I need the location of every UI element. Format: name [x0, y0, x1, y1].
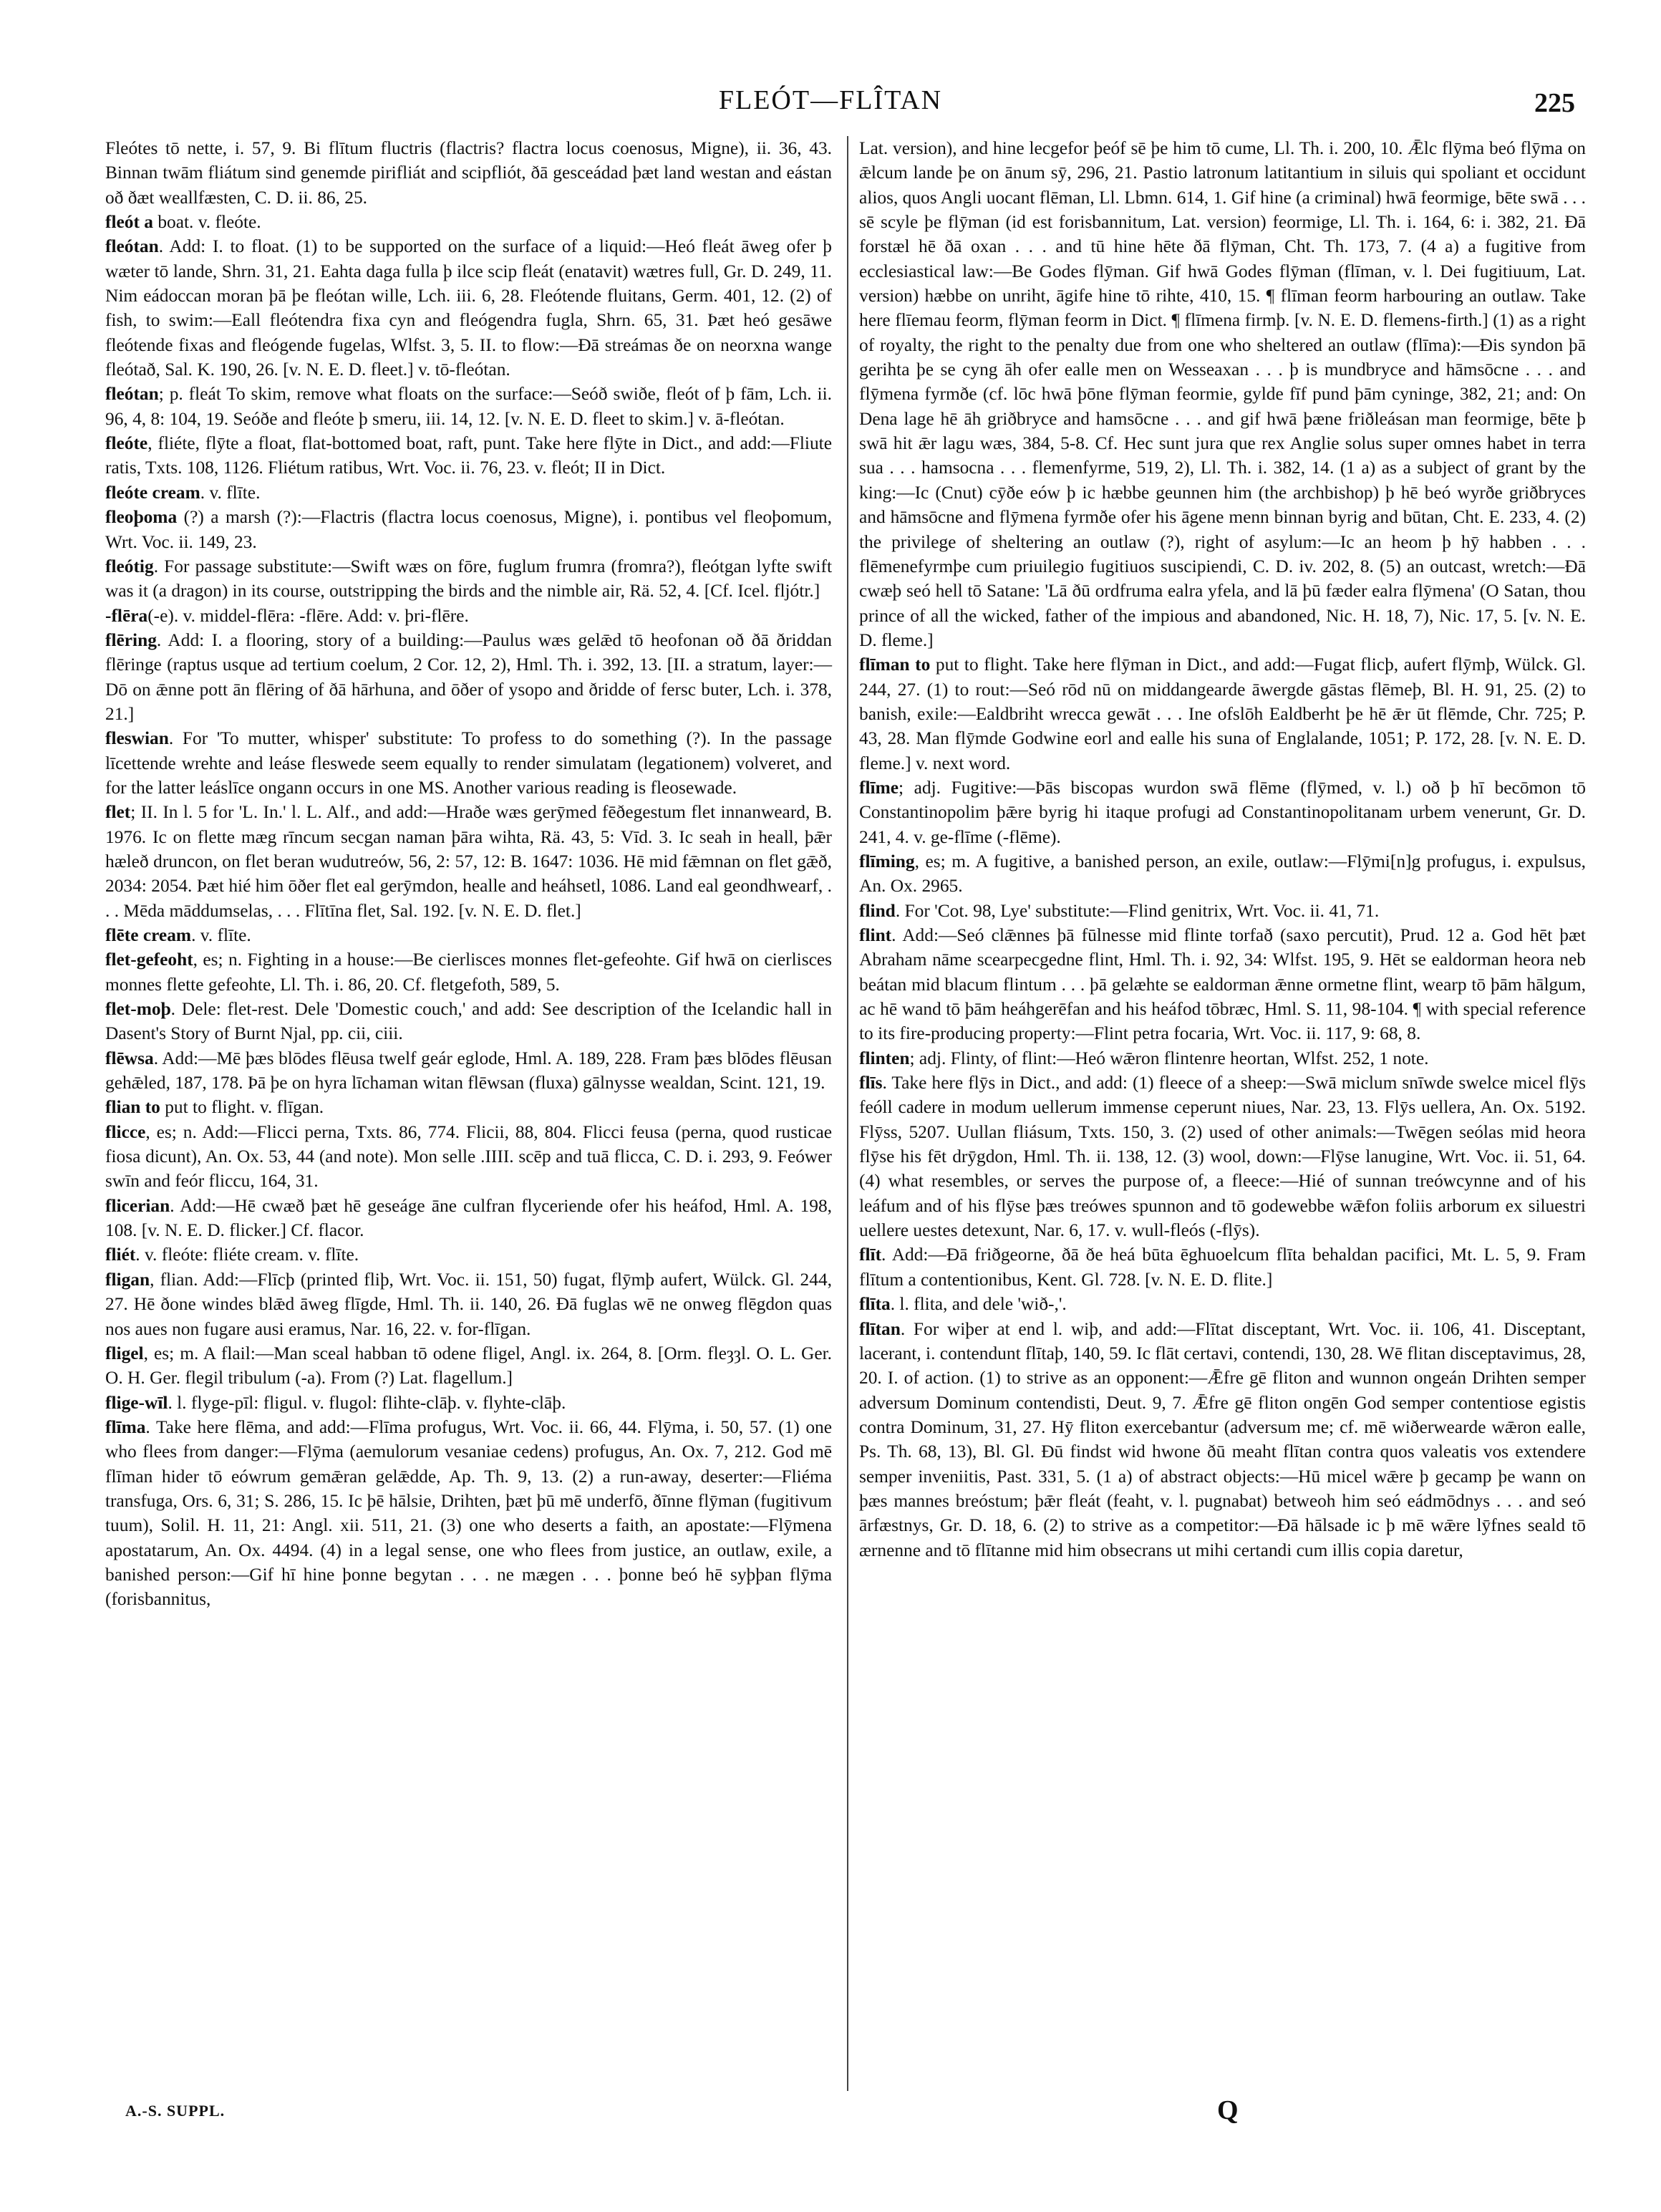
- headword: flēte cream: [105, 925, 192, 945]
- printer-signature: A.-S. SUPPL.: [125, 2102, 226, 2120]
- headword: flinten: [859, 1048, 910, 1068]
- entry-paragraph: flīme; adj. Fugitive:—Þās biscopas wurdon swā flēme (flȳmed, v. l.) oð þ hī becōmon tō Constantinopolim þǣre byrig hi itaque profugi ad Constantinopolitanam urbem venerunt, Gr. D. 241, 4. v. ge-flīme (-flēme).: [859, 777, 1586, 847]
- headword: flian to: [105, 1097, 160, 1118]
- right-column: [859, 136, 1586, 1563]
- headword: flītan: [859, 1318, 901, 1339]
- headword: flīma: [105, 1416, 146, 1437]
- left-column: [105, 136, 832, 1612]
- headword: fleóte: [105, 433, 148, 454]
- headword: flīme: [859, 777, 899, 798]
- entry-paragraph: -flēra(-e). v. middel-flēra: -flēre. Add: v. þri-flēre.: [105, 605, 469, 626]
- entry-paragraph: Lat. version), and hine lecgefor þeóf sē þe him tō cume, Ll. Th. i. 200, 10. Ǣlc flȳma beó flȳma on ǣlcum lande þe on ānum sȳ, 296, 21. Pastio latronum latitantium in siluis qui spoliant et occidunt alios, quos Angli uocant flēman, Ll. Lbmn. 614, 1. Gif hine (a criminal) hwā feormige, bēte swā . . . sē scyle þe flȳman (id est forisbannitum, Lat. version) feormige, Ll. Th. i. 164, 6: i. 382, 21. Ðā forstæl hē ðā oxan . . . and tū hine hēte ðā flȳman, Cht. Th. 173, 7. (4 a) a fugitive from ecclesiastical law:—Be Godes flȳman. Gif hwā Godes flȳman (flīman, v. l. Dei fugitiuum, Lat. version) hæbbe on unriht, āgife hine tō rihte, 410, 15. ¶ flīman feorm harbouring an outlaw. Take here flīemau feorm, flȳman feorm in Dict. ¶ flīmena firmþ. [v. N. E. D. flemens-firth.] (1) as a right of royalty, the right to the penalty due from one who sheltered an outlaw (flīma):—Ðis syndon þā gerihta þe se cyng āh ofer ealle men on Wesseaxan . . . þ is mundbryce and hāmsōcne . . . and flȳmena fyrmðe (cf. lōc hwā þōne flȳman feormie, gylde fīf pund þām cyninge, 382, 21; and: On Dena lage hē āh griðbryce and hamsōcne . . . and gif hwā þæne friðleásan man feormige, bēte þ swā hit ǣr lagu wæs, 384, 5-8. Cf. Hec sunt jura que rex Anglie solus super omnes habet in terra sua . . . hamsocna . . . flemenfyrme, 519, 2), Ll. Th. i. 382, 14. (1 a) as a subject of grant by the king:—Ic (Cnut) cȳðe eów þ ic hæbbe geunnen him (the archbishop) þ hē beó wyrðe griðbryces and hāmsōcne and flȳmena fyrmðe ofer his āgene menn binnan byrig and būtan, Cht. E. 233, 4. (2) the privilege of sheltering an outlaw (?), right of asylum:—Ic an heom þ hȳ habben . . . flēmenefyrmþe cum priuilegio fugitiuos suscipiendi, C. D. iv. 202, 8. (5) an outcast, wretch:—Ðā cwæþ seó hell tō Satane: 'Lā ðū ordfruma ealra yfela, and lā þū fæder ealra flȳmena' (O Satan, thou prince of all the wicked, father of the impious and abandoned, Nic. H. 18, 7), Nic. 17, 5. [v. N. E. D. fleme.]: [859, 138, 1586, 650]
- entry-paragraph: Fleótes tō nette, i. 57, 9. Bi flītum fluctris (flactris? flactra locus coenosus, Migne), ii. 36, 43. Binnan twām fliátum sind genemde pirifliát and scipfliót, ðā gesceádad þæt land westan and eástan oð ðæt weallfæsten, C. D. ii. 86, 25.: [105, 138, 832, 208]
- entry-paragraph: flet-moþ. Dele: flet-rest. Dele 'Domestic couch,' and add: See description of the Icelandic hall in Dasent's Story of Burnt Njal, pp. cii, ciii.: [105, 999, 832, 1044]
- entry-paragraph: flige-wīl. l. flyge-pīl: fligul. v. flugol: flihte-clāþ. v. flyhte-clāþ.: [105, 1392, 566, 1413]
- headword: flēring: [105, 629, 157, 650]
- headword: -flēra: [105, 605, 148, 626]
- entry-paragraph: flet; II. In l. 5 for 'L. In.' l. L. Alf., and add:—Hraðe wæs gerȳmed fēðegestum flet innanweard, B. 1976. Ic on flette mæg rīncum secgan naman þāra wihta, Rä. 43, 5: Vīd. 3. Ic seah in heall, þǣr hæleð druncon, on flet beran wudutreów, 56, 2: 57, 12: B. 1647: 1036. Hē mid fǣmnan on flet gǣð, 2034: 2054. Þæt hié him ōðer flet eal gerȳmdon, healle and heáhsetl, 1086. Land eal geondhwearf, . . . Mēda māddumselas, . . . Flītīna flet, Sal. 192. [v. N. E. D. flet.]: [105, 802, 832, 921]
- headword: fleótan: [105, 384, 159, 405]
- headword: fleótig: [105, 556, 154, 576]
- headword: flicce: [105, 1121, 146, 1142]
- entry-paragraph: flēring. Add: I. a flooring, story of a building:—Paulus wæs gelǣd tō heofonan oð ðā ðriddan flēringe (raptus usque ad tertium coelum, 2 Cor. 12, 2), Hml. Th. i. 392, 13. [II. a stratum, layer:—Dō on ǣnne pott ān flēring of ðā hārhuna, and ōðer of ysopo and ðridde of fersc buter, Lch. i. 378, 21.]: [105, 629, 832, 724]
- entry-paragraph: fligan, flian. Add:—Flīcþ (printed fliþ, Wrt. Voc. ii. 151, 50) fugat, flȳmþ aufert, Wülck. Gl. 244, 27. Hē ðone windes blǣd āweg flīgde, Hml. Th. ii. 140, 26. Ðā fuglas wē ne onweg flēgdon quas nos aues non fugare ausi eramus, Nar. 16, 22. v. for-flīgan.: [105, 1269, 832, 1339]
- entry-paragraph: flian to put to flight. v. flīgan.: [105, 1097, 324, 1118]
- entry-paragraph: flīta. l. flita, and dele 'wið-,'.: [859, 1294, 1067, 1315]
- headword: flīman to: [859, 655, 931, 675]
- entry-paragraph: flītan. For wiþer at end l. wiþ, and add:—Flītat disceptant, Wrt. Voc. ii. 106, 41. Disceptant, lacerant, i. contendunt flītaþ, 140, 59. Ic flāt certavi, contendi, 130, 28. Wē flitan disceptavimus, 28, 20. I. of action. (1) to strive as an opponent:—Ǣfre gē fliton and wunnon ongeán Drihten semper adversum Dominum contendisti, Deut. 9, 7. Ǣfre gē fliton ongēn God semper contentiose egistis contra Dominum, 31, 27. Hȳ fliton exercebantur (adversum me; cf. mē wiðerwearde wǣron ealle, Ps. Th. 68, 13), Bl. Gl. Ðū findst wid hwone ðū meaht flītan contra quos valeatis vos extendere semper inveniitis, Past. 331, 5. (1 a) of abstract objects:—Hū micel wǣre þ gecamp þe wann on þæs mannes breóstum; þǣr fleát (feaht, v. l. pugnabat) betweoh him seó eádmōdnys . . . and seó ārfæstnys, Gr. D. 18, 6. (2) to strive as a competitor:—Ðā hālsade ic þ mē wǣre lȳfnes seald tō ærnenne and tō flītanne mid him obsecrans ut mihi certandi cum illis copia daretur,: [859, 1318, 1586, 1560]
- headword: flicerian: [105, 1195, 170, 1216]
- entry-paragraph: flinten; adj. Flinty, of flint:—Heó wǣron flintenre heortan, Wlfst. 252, 1 note.: [859, 1048, 1429, 1068]
- entry-paragraph: fleótig. For passage substitute:—Swift wæs on fōre, fuglum frumra (fromra?), fleótgan lyfte swift was it (a dragon) in its course, outstripping the birds and the nimble air, Rä. 52, 4. [Cf. Icel. fljótr.]: [105, 556, 832, 602]
- headword: flīta: [859, 1294, 891, 1315]
- entry-paragraph: fligel, es; m. A flail:—Man sceal habban tō odene fligel, Angl. ix. 264, 8. [Orm. fleȝȝl. O. L. Ger. O. H. Ger. flegil tribulum (-a). From (?) Lat. flagellum.]: [105, 1343, 832, 1388]
- headword: fleót a: [105, 212, 153, 233]
- entry-paragraph: flicce, es; n. Add:—Flicci perna, Txts. 86, 774. Flicii, 88, 804. Flicci feusa (perna, quod rusticae fiosa dicunt), An. Ox. 53, 44 (and note). Mon selle .IIII. scēp and tuā flicca, C. D. i. 293, 9. Feówer swīn and feór fliccu, 164, 31.: [105, 1121, 832, 1192]
- headword: fleótan: [105, 236, 159, 257]
- page-number: 225: [1534, 88, 1575, 118]
- entry-paragraph: flīs. Take here flȳs in Dict., and add: (1) fleece of a sheep:—Swā miclum snīwde swelce micel flȳs feóll cadere in modum uellerum immense ceperunt niues, Nar. 23, 13. Flȳs uellera, An. Ox. 5192. Flȳss, 5207. Uullan fliásum, Txts. 150, 3. (2) used of other animals:—Twēgen seólas mid heora flȳse his fēt drȳgdon, Hml. Th. ii. 138, 12. (3) wool, down:—Flȳse lanugine, Wrt. Voc. ii. 51, 64. (4) what resembles, or serves the purpose of, a fleece:—Hié of sunnan treówcynne and of his leáfum and of his flȳse þæs treówes spunnon and tō godewebbe wǣfon foliis arborum ex siluestri uellere uestes detexunt, Nar. 6, 17. v. wull-fleós (-flȳs).: [859, 1073, 1586, 1241]
- entry-paragraph: flīman to put to flight. Take here flȳman in Dict., and add:—Fugat flicþ, aufert flȳmþ, Wülck. Gl. 244, 27. (1) to rout:—Seó rōd nū on middangearde āwergde gāstas flēmeþ, Bl. H. 91, 25. (2) to banish, exile:—Ealdbriht wrecca gewāt . . . Ine ofslōh Ealdberht þe hē ǣr ūt flēmde, Chr. 725; P. 43, 28. Man flȳmde Godwine eorl and ealle his suna of Englalande, 1051; P. 172, 28. [v. N. E. D. fleme.] v. next word.: [859, 655, 1586, 773]
- headword: fligel: [105, 1343, 144, 1363]
- running-head: FLEÓT—FLÎTAN: [718, 85, 943, 115]
- entry-paragraph: fleoþoma (?) a marsh (?):—Flactris (flactra locus coenosus, Migne), i. pontibus vel fleoþomum, Wrt. Voc. ii. 149, 23.: [105, 507, 832, 552]
- headword: flige-wīl: [105, 1392, 168, 1413]
- entry-paragraph: fleótan; p. fleát To skim, remove what floats on the surface:—Seóð swiðe, fleót of þ fām, Lch. ii. 96, 4, 8: 104, 19. Seóðe and fleóte þ smeru, iii. 14, 12. [v. N. E. D. fleet to skim.] v. ā-fleótan.: [105, 384, 832, 429]
- entry-paragraph: flet-gefeoht, es; n. Fighting in a house:—Be cierlisces monnes flet-gefeohte. Gif hwā on cierlisces monnes flette gefeohte, Ll. Th. i. 86, 20. Cf. fletgefoth, 589, 5.: [105, 950, 832, 995]
- headword: flīt: [859, 1245, 882, 1265]
- headword: fleóte cream: [105, 482, 200, 503]
- headword: flet-gefeoht: [105, 950, 193, 970]
- headword: fleoþoma: [105, 507, 178, 528]
- headword: fleswian: [105, 728, 169, 749]
- entry-paragraph: flēwsa. Add:—Mē þæs blōdes flēusa twelf geár eglode, Hml. A. 189, 228. Fram þæs blōdes flēusan gehǣled, 187, 178. Þā þe on hyra līchaman witan flēwsan (fluxa) gālnysse wealdan, Scint. 121, 19.: [105, 1048, 832, 1093]
- headword: flet: [105, 802, 131, 823]
- entry-paragraph: fleóte cream. v. flīte.: [105, 482, 261, 503]
- entry-paragraph: flīma. Take here flēma, and add:—Flīma profugus, Wrt. Voc. ii. 66, 44. Flȳma, i. 50, 57. (1) one who flees from danger:—Flȳma (aemulorum vesaniae cedens) profugus, An. Ox. 7, 212. God mē flīman hider tō eówrum gemǣran gelǣdde, Ap. Th. 9, 13. (2) a run-away, deserter:—Fliéma transfuga, Ors. 6, 31; S. 286, 15. Ic þē hālsie, Drihten, þæt þū mē underfō, ðīnne flȳman (fugitivum tuum), Solil. H. 11, 21: Angl. xii. 511, 21. (3) one who deserts a faith, an apostate:—Flȳmena apostatarum, An. Ox. 4494. (4) in a legal sense, one who flees from justice, an outlaw, exile, a banished person:—Gif hī hine þonne begytan . . . ne mægen . . . þonne beó hē syþþan flȳma (forisbannitus,: [105, 1416, 832, 1610]
- entry-paragraph: flīming, es; m. A fugitive, a banished person, an exile, outlaw:—Flȳmi[n]g profugus, i. expulsus, An. Ox. 2965.: [859, 851, 1586, 897]
- headword: flīs: [859, 1073, 883, 1093]
- entry-paragraph: flind. For 'Cot. 98, Lye' substitute:—Flind genitrix, Wrt. Voc. ii. 41, 71.: [859, 900, 1380, 921]
- entry-paragraph: flīt. Add:—Ðā friðgeorne, ðā ðe heá būta ēghuoelcum flīta behaldan pacifici, Mt. L. 5, 9. Fram flītum a contentionibus, Kent. Gl. 728. [v. N. E. D. flite.]: [859, 1245, 1586, 1290]
- headword: fliét: [105, 1245, 136, 1265]
- entry-paragraph: flint. Add:—Seó clǣnnes þā fūlnesse mid flinte torfað (saxo percutit), Prud. 12 a. God hēt þæt Abraham nāme scearpecgedne flint, Hml. Th. i. 92, 34: Wlfst. 195, 9. Hēt se ealdorman heora neb beátan mid blacum flintum . . . þā gelæhte se ealdorman ǣnne ormetne flint, wearp tō þām hālgum, ac hē wand tō þām heáhgerēfan and his heáfod tōbræc, Hml. S. 11, 98-104. ¶ with special reference to its fire-producing property:—Flint petra focaria, Wrt. Voc. ii. 117, 9: 68, 8.: [859, 925, 1586, 1044]
- signature-mark: Q: [1217, 2095, 1239, 2125]
- entry-paragraph: fleótan. Add: I. to float. (1) to be supported on the surface of a liquid:—Heó fleát āweg ofer þ wæter tō lande, Shrn. 31, 21. Eahta daga fulla þ ilce scip fleát (enatavit) wætres full, Gr. D. 249, 11. Nim eádoccan moran þā þe fleótan wille, Lch. iii. 6, 28. Fleótende fluitans, Germ. 401, 12. (2) of fish, to swim:—Eall fleótendra fixa cyn and fleógendra fugla, Shrn. 65, 31. Þæt heó gesāwe fleótende fixas and fleógende fugelas, Wlfst. 3, 5. II. to flow:—Ðā streámas ðe on neorxna wange fleótað, Sal. K. 190, 26. [v. N. E. D. fleet.] v. tō-fleótan.: [105, 236, 832, 380]
- headword: flēwsa: [105, 1048, 154, 1068]
- entry-paragraph: flēte cream. v. flīte.: [105, 925, 251, 945]
- entry-paragraph: flicerian. Add:—Hē cwæð þæt hē geseáge āne culfran flyceriende ofer his heáfod, Hml. A. 198, 108. [v. N. E. D. flicker.] Cf. flacor.: [105, 1195, 832, 1241]
- headword: flīming: [859, 851, 915, 871]
- headword: flint: [859, 925, 892, 945]
- headword: flet-moþ: [105, 999, 171, 1020]
- entry-paragraph: fliét. v. fleóte: fliéte cream. v. flīte.: [105, 1245, 359, 1265]
- entry-paragraph: fleót a boat. v. fleóte.: [105, 212, 261, 233]
- entry-paragraph: fleóte, fliéte, flȳte a float, flat-bottomed boat, raft, punt. Take here flȳte in Dict., and add:—Fliute ratis, Txts. 108, 1126. Fliétum ratibus, Wrt. Voc. ii. 76, 23. v. fleót; II in Dict.: [105, 433, 832, 478]
- headword: fligan: [105, 1269, 150, 1290]
- entry-paragraph: fleswian. For 'To mutter, whisper' substitute: To profess to do something (?). In the passage līcettende wrehte and leáse fleswede seem equally to render simulatam (legationem) volveret, and for the latter leáslīce ongann occurs in one MS. Another various reading is fleosewade.: [105, 728, 832, 798]
- headword: flind: [859, 900, 896, 921]
- column-divider: [847, 136, 848, 2091]
